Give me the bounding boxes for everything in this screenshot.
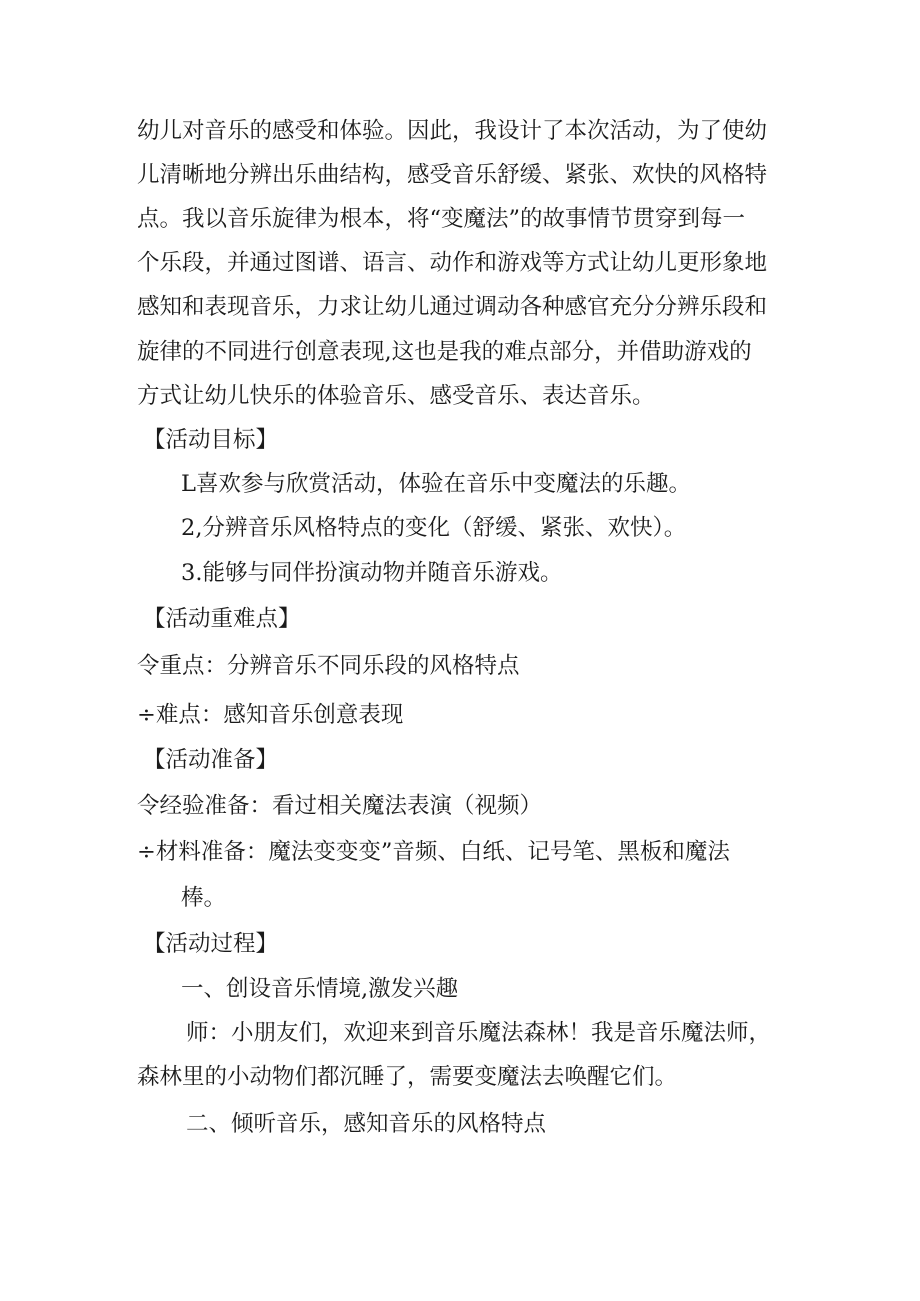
goals-heading: 【活动目标】 — [143, 427, 279, 453]
intro-line-7: 方式让幼儿快乐的体验音乐、感受音乐、表达音乐。 — [137, 383, 655, 409]
intro-line-5: 感知和表现音乐，力求让幼儿通过调动各种感官充分分辨乐段和 — [137, 294, 768, 320]
goal-item-1: L喜欢参与欣赏活动，体验在音乐中变魔法的乐趣。 — [181, 471, 691, 497]
step-2-title: 二、倾听音乐，感知音乐的风格特点 — [186, 1111, 547, 1137]
intro-line-6: 旋律的不同进行创意表现,这也是我的难点部分，并借助游戏的 — [137, 339, 752, 365]
intro-line-2: 儿清晰地分辨出乐曲结构，感受音乐舒缓、紧张、欢快的风格特 — [137, 162, 768, 188]
step-1-line-1: 师：小朋友们，欢迎来到音乐魔法森林！我是音乐魔法师， — [186, 1020, 772, 1046]
key-points-heading: 【活动重难点】 — [143, 606, 301, 632]
goal-item-2: 2,分辨音乐风格特点的变化（舒缓、紧张、欢快）。 — [181, 515, 687, 541]
materials-preparation-cont: 棒。 — [181, 885, 227, 911]
materials-preparation: ÷材料准备：魔法变变变”音频、白纸、记号笔、黑板和魔法 — [137, 839, 730, 865]
intro-line-1: 幼儿对音乐的感受和体验。因此，我设计了本次活动，为了使幼 — [137, 118, 768, 144]
intro-line-4: 个乐段，并通过图谱、语言、动作和游戏等方式让幼儿更形象地 — [137, 250, 768, 276]
experience-preparation: 令经验准备：看过相关魔法表演（视频） — [137, 793, 543, 819]
preparation-heading: 【活动准备】 — [143, 747, 279, 773]
process-heading: 【活动过程】 — [143, 931, 279, 957]
goal-item-3: 3.能够与同伴扮演动物并随音乐游戏。 — [181, 560, 563, 586]
key-point: 令重点：分辨音乐不同乐段的风格特点 — [137, 653, 520, 679]
difficulty-point: ÷难点：感知音乐创意表现 — [137, 702, 404, 728]
step-1-title: 一、创设音乐情境,激发兴趣 — [181, 976, 459, 1002]
intro-line-3: 点。我以音乐旋律为根本，将“变魔法”的故事情节贯穿到每一 — [137, 206, 746, 232]
step-1-line-2: 森林里的小动物们都沉睡了，需要变魔法去唤醒它们。 — [137, 1064, 678, 1090]
